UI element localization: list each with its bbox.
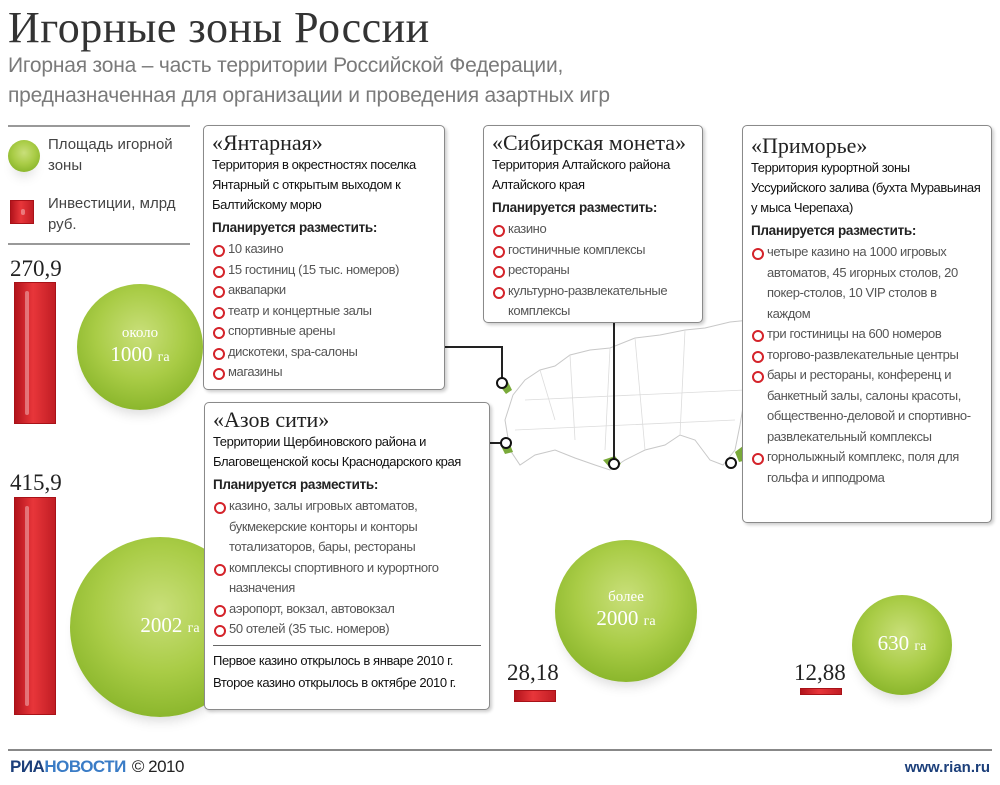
plan-heading: Планируется разместить: xyxy=(213,477,379,492)
zone-description: Территория курортной зоны Уссурийского залива (бухта Муравьиная у мыса Черепаха) xyxy=(751,160,981,215)
zone-card-yantarnaya xyxy=(203,125,445,390)
list-item: 50 отелей (35 тыс. номеров) xyxy=(213,619,481,640)
divider xyxy=(8,125,190,127)
investment-bar-yantarnaya xyxy=(14,282,56,424)
zone-description: Территория Алтайского района Алтайского края xyxy=(492,157,670,192)
zone-title: «Сибирская монета» xyxy=(492,130,687,155)
plan-heading: Планируется разместить: xyxy=(212,220,378,235)
ria-novosti-logo xyxy=(10,757,184,777)
zone-card-primorye xyxy=(742,125,992,523)
list-item: казино, залы игровых автоматов, букмекерские конторы и конторы тотализаторов, бары, рестораны xyxy=(213,496,481,558)
list-item: торгово-развлекательные центры xyxy=(751,345,983,366)
list-item: горнолыжный комплекс, поля для гольфа и ипподрома xyxy=(751,447,983,488)
area-value: 2000 xyxy=(596,606,639,630)
list-item: магазины xyxy=(212,362,436,383)
list-item: театр и концертные залы xyxy=(212,301,436,322)
area-circle-yantarnaya xyxy=(77,284,203,410)
logo-novosti: НОВОСТИ xyxy=(44,757,126,776)
area-unit: га xyxy=(643,614,656,629)
plan-heading: Планируется разместить: xyxy=(492,200,658,215)
connector-line xyxy=(501,346,503,378)
investment-value-sibirskaya: 28,18 xyxy=(507,660,559,685)
investment-bar-sibirskaya xyxy=(514,690,556,702)
list-item: рестораны xyxy=(492,260,694,281)
divider xyxy=(8,243,190,245)
list-item: спортивные арены xyxy=(212,321,436,342)
list-item: четыре казино на 1000 игровых автоматов, 45 игорных столов, 20 покер-столов, 10 VIP столов в каждом xyxy=(751,242,983,324)
area-circle-sibirskaya xyxy=(555,540,697,682)
investment-bar-primorye xyxy=(800,688,842,695)
investment-value-primorye: 12,88 xyxy=(794,660,846,685)
area-value: 2002 xyxy=(140,613,183,637)
list-item: 15 гостиниц (15 тыс. номеров) xyxy=(212,260,436,281)
location-marker-yantarnaya[interactable] xyxy=(496,377,508,389)
note: Первое казино открылось в январе 2010 г. xyxy=(213,652,454,668)
location-marker-sibirskaya[interactable] xyxy=(608,458,620,470)
list-item: гостиничные комплексы xyxy=(492,240,694,261)
footer-divider xyxy=(8,749,992,751)
area-unit: га xyxy=(914,639,927,654)
legend-area-label: Площадь игорной зоны xyxy=(48,136,173,174)
subtitle-line-1: Игорная зона – часть территории Российской Федерации, xyxy=(8,54,564,77)
list-item: культурно-развлекательные комплексы xyxy=(492,281,694,322)
zone-title: «Азов сити» xyxy=(213,407,330,432)
russia-map xyxy=(495,300,760,490)
plan-heading: Планируется разместить: xyxy=(751,223,917,238)
list-item: комплексы спортивного и курортного назначения xyxy=(213,558,481,599)
legend-investment-label: Инвестиции, млрд руб. xyxy=(48,195,176,233)
zone-title: «Приморье» xyxy=(751,133,868,158)
list-item: дискотеки, spa-салоны xyxy=(212,342,436,363)
connector-line xyxy=(445,346,501,348)
list-item: казино xyxy=(492,219,694,240)
list-item: 10 казино xyxy=(212,239,436,260)
zone-card-azov xyxy=(204,402,490,710)
location-marker-primorye[interactable] xyxy=(725,457,737,469)
area-unit: га xyxy=(157,350,170,365)
page-title: Игорные зоны России xyxy=(8,3,430,52)
legend-area-circle-icon xyxy=(8,140,40,172)
investment-value-azov: 415,9 xyxy=(10,470,62,495)
connector-line xyxy=(613,323,615,459)
copyright: © 2010 xyxy=(131,757,184,776)
investment-value-yantarnaya: 270,9 xyxy=(10,256,62,281)
list-item: три гостиницы на 600 номеров xyxy=(751,324,983,345)
zone-description: Территория в окрестностях поселка Янтарный с открытым выходом к Балтийскому морю xyxy=(212,157,416,212)
area-value: 1000 xyxy=(110,342,153,366)
area-prefix: более xyxy=(608,589,644,605)
list-item: аквапарки xyxy=(212,280,436,301)
area-value: 630 xyxy=(877,631,910,655)
area-unit: га xyxy=(187,621,200,636)
legend-investment-square-icon xyxy=(10,200,34,224)
logo-ria: РИА xyxy=(10,757,45,776)
site-link[interactable]: www.rian.ru xyxy=(904,759,990,776)
zone-card-sibirskaya xyxy=(483,125,703,323)
list-item: аэропорт, вокзал, автовокзал xyxy=(213,599,481,620)
investment-bar-azov xyxy=(14,497,56,715)
subtitle-line-2: предназначенная для организации и проведения азартных игр xyxy=(8,84,610,107)
location-marker-azov[interactable] xyxy=(500,437,512,449)
zone-description: Территории Щербиновского района и Благовещенской косы Краснодарского края xyxy=(213,434,461,469)
area-circle-primorye xyxy=(852,595,952,695)
area-prefix: около xyxy=(121,325,159,341)
opening-notes xyxy=(213,645,481,694)
zone-title: «Янтарная» xyxy=(212,130,323,155)
note: Второе казино открылось в октябре 2010 г. xyxy=(213,674,456,690)
list-item: бары и рестораны, конференц и банкетный залы, салоны красоты, общественно-деловой и спортивно- развлекательный комплексы xyxy=(751,365,983,447)
